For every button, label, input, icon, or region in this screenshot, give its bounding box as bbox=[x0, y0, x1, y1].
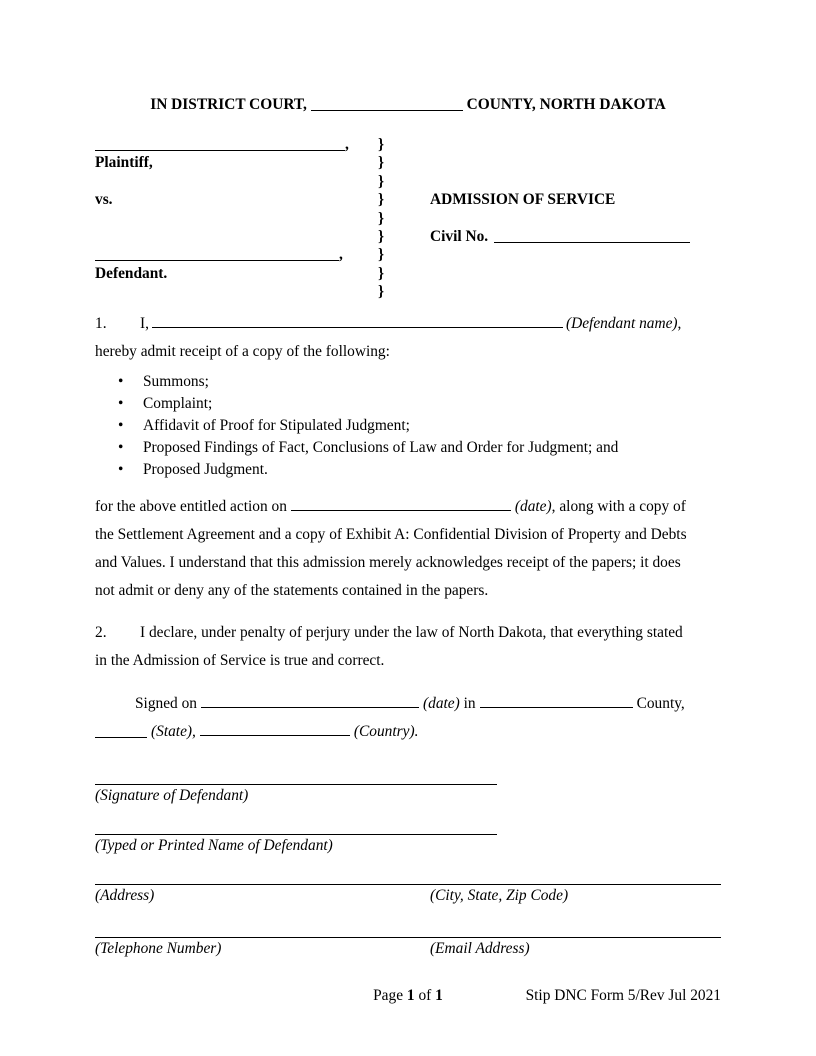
page-content bbox=[95, 0, 721, 959]
receipt-line2: the Settlement Agreement and a copy of Exhibit A: Confidential Division of Property and Debts bbox=[95, 525, 687, 543]
paragraph-1: 1. I, (Defendant name), hereby admit receipt of a copy of the following: bbox=[95, 310, 721, 366]
defendant-label: Defendant. bbox=[95, 264, 168, 282]
signed-on-section bbox=[95, 690, 721, 746]
court-heading-part1: IN DISTRICT COURT, bbox=[150, 96, 307, 113]
receipt-line3: and Values. I understand that this admission merely acknowledges receipt of the papers; it does bbox=[95, 553, 681, 571]
signed-country-blank bbox=[200, 721, 350, 736]
in-label: in bbox=[463, 694, 476, 712]
vs-label: vs. bbox=[95, 191, 113, 209]
signature-label: (Signature of Defendant) bbox=[95, 786, 249, 804]
county-label: County, bbox=[636, 694, 685, 712]
civil-no-label: Civil No. bbox=[430, 227, 489, 245]
document-title: ADMISSION OF SERVICE bbox=[430, 191, 616, 209]
receipt-paragraph bbox=[95, 493, 721, 605]
paragraph-1-line2: hereby admit receipt of a copy of the following: bbox=[95, 342, 390, 360]
brace-icon: } bbox=[378, 191, 385, 209]
date-hint: (date) bbox=[423, 694, 460, 712]
case-caption bbox=[95, 136, 721, 302]
page-number: Page 1 of 1 bbox=[373, 987, 443, 1004]
brace-icon: } bbox=[378, 209, 385, 227]
signed-date-blank bbox=[201, 693, 419, 708]
plaintiff-label: Plaintiff, bbox=[95, 154, 153, 172]
date-hint: (date) bbox=[514, 497, 552, 515]
plaintiff-name-blank bbox=[95, 136, 345, 151]
receipt-line1-post: , along with a copy of bbox=[551, 497, 686, 515]
brace-icon: } bbox=[378, 246, 385, 264]
state-hint: (State), bbox=[151, 722, 196, 740]
civil-no-blank bbox=[494, 228, 690, 243]
paragraph-2-line1: I declare, under penalty of perjury under the law of North Dakota, that everything stated bbox=[140, 623, 683, 641]
county-name-blank bbox=[311, 96, 463, 111]
documents-list bbox=[95, 371, 721, 481]
email-label: (Email Address) bbox=[430, 939, 530, 957]
brace-icon: } bbox=[378, 154, 385, 172]
paragraph-1-lead: I, bbox=[140, 314, 149, 332]
brace-icon: } bbox=[378, 283, 385, 301]
signed-on-label: Signed on bbox=[135, 694, 197, 712]
brace-icon: } bbox=[378, 172, 385, 190]
telephone-label: (Telephone Number) bbox=[95, 939, 222, 957]
defendant-name-hint: (Defendant name) bbox=[565, 314, 678, 332]
defendant-name-line: , bbox=[95, 246, 378, 264]
address-label: (Address) bbox=[95, 886, 155, 904]
signed-county-blank bbox=[480, 693, 633, 708]
list-item: • Affidavit of Proof for Stipulated Judgment; bbox=[143, 415, 721, 437]
civil-no-line bbox=[430, 228, 721, 246]
court-heading-part2: COUNTY, NORTH DAKOTA bbox=[466, 96, 666, 113]
plaintiff-name-line: , bbox=[95, 136, 378, 154]
paragraph-2-number: 2. bbox=[95, 623, 107, 641]
receipt-line4: not admit or deny any of the statements contained in the papers. bbox=[95, 581, 489, 599]
brace-icon: } bbox=[378, 264, 385, 282]
paragraph-2-line2: in the Admission of Service is true and correct. bbox=[95, 651, 385, 669]
list-item: • Complaint; bbox=[143, 393, 721, 415]
court-heading bbox=[95, 95, 721, 115]
form-revision-id: Stip DNC Form 5/Rev Jul 2021 bbox=[525, 987, 721, 1004]
list-item: • Proposed Findings of Fact, Conclusions of Law and Order for Judgment; and bbox=[143, 437, 721, 459]
brace-icon: } bbox=[378, 227, 385, 245]
list-item: • Proposed Judgment. bbox=[143, 459, 721, 481]
city-state-zip-label: (City, State, Zip Code) bbox=[430, 886, 569, 904]
country-hint: (Country). bbox=[353, 722, 419, 740]
paragraph-2 bbox=[95, 619, 721, 675]
typed-name-label: (Typed or Printed Name of Defendant) bbox=[95, 836, 333, 854]
list-item: • Summons; bbox=[143, 371, 721, 393]
brace-icon: } bbox=[378, 136, 385, 153]
paragraph-1-number: 1. bbox=[95, 314, 107, 332]
receipt-line1-pre: for the above entitled action on bbox=[95, 497, 287, 515]
defendant-name-blank bbox=[95, 247, 339, 262]
defendant-name-fill-blank bbox=[152, 313, 563, 328]
service-date-blank bbox=[291, 496, 511, 511]
signed-state-blank bbox=[95, 723, 147, 738]
